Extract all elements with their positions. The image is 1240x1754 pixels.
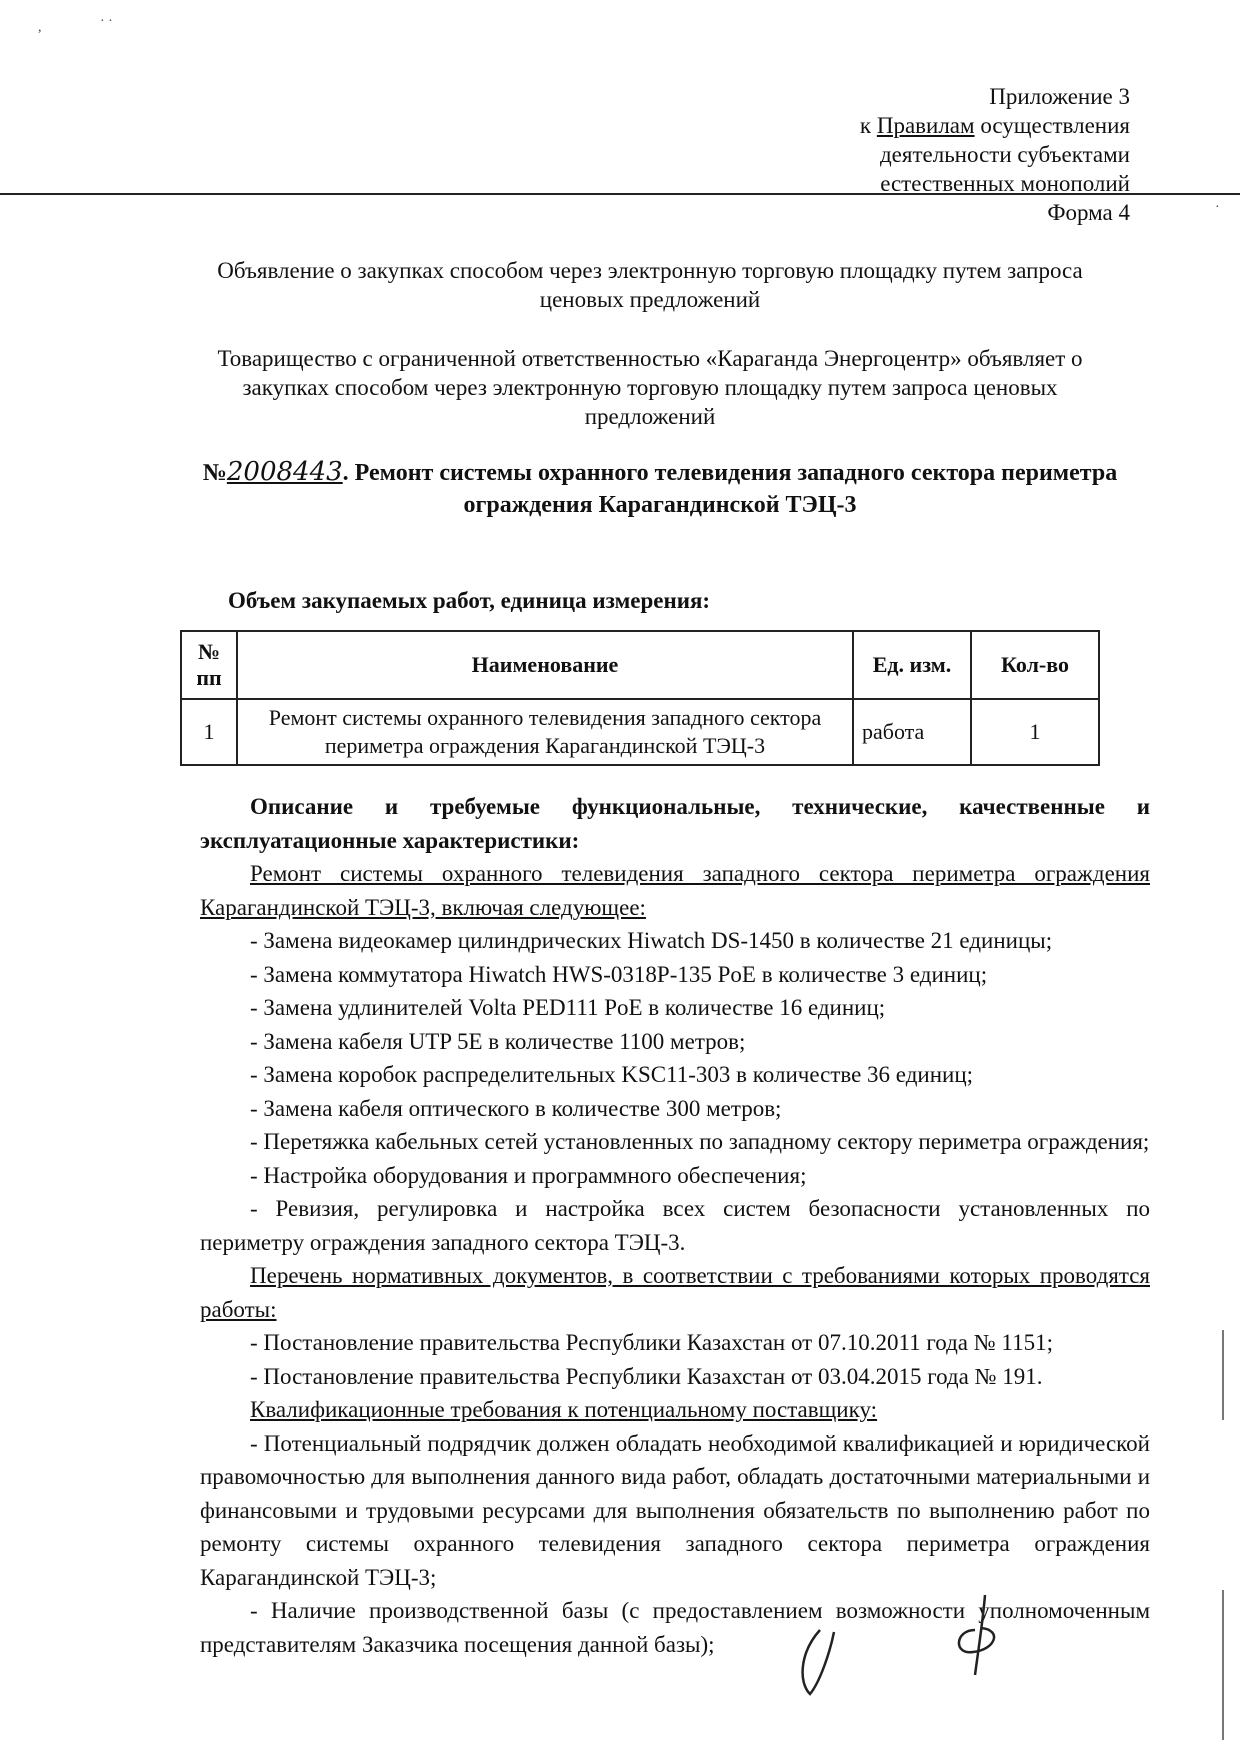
initial-signature-mark	[945, 1590, 1015, 1680]
scan-speck: ,	[38, 20, 42, 35]
description-item: - Замена коммутатора Hiwatch HWS-0318P-135 PoE в количестве 3 единиц;	[250, 961, 988, 987]
scan-speck: · ·	[100, 14, 113, 29]
description-item: - Ревизия, регулировка и настройка всех систем безопасности установленных по периметру ограждения западного сектора ТЭЦ-3.	[200, 1196, 1150, 1255]
lot-title: №2008443. Ремонт системы охранного телевидения западного сектора периметра ограждения Карагандинской ТЭЦ-3	[202, 457, 1118, 518]
cell-name: Ремонт системы охранного телевидения западного сектора периметра ограждения Карагандинской ТЭЦ-3	[237, 699, 853, 765]
description-item: - Перетяжка кабельных сетей установленных по западному сектору периметра ограждения;	[250, 1129, 1150, 1154]
initial-signature	[945, 1590, 1015, 1695]
normative-item: - Постановление правительства Республики Казахстан от 03.04.2015 года № 191.	[250, 1363, 1043, 1389]
scan-edge	[1222, 1590, 1224, 1740]
initial-signature-mark	[790, 1622, 860, 1702]
col-qty: Кол-во	[971, 631, 1099, 699]
scan-speck: ·	[1215, 200, 1220, 215]
col-number: № пп	[181, 631, 237, 699]
qualification-item: - Потенциальный подрядчик должен обладать необходимой квалификацией и юридической правомочностью для выполнения данного вида работ, обладать достаточными материальными и финансовыми и трудовыми ресурсами для выполнения обязательств по выполнению работ по ремонту системы охранного телевидения западного сектора периметра ограждения Карагандинской ТЭЦ-3;	[200, 1430, 1150, 1590]
qualification-heading: Квалификационные требования к потенциальному поставщику:	[250, 1397, 878, 1422]
lot-prefix: №	[202, 460, 227, 486]
appendix-block	[860, 82, 1130, 227]
document-body	[200, 790, 1150, 1661]
description-heading: Описание и требуемые функциональные, технические, качественные и эксплуатационные характеристики:	[200, 794, 1150, 853]
table-header-row	[181, 631, 1099, 699]
description-item: - Замена кабеля UTP 5E в количестве 1100 метров;	[250, 1028, 746, 1054]
normative-item: - Постановление правительства Республики Казахстан от 07.10.2011 года № 1151;	[250, 1330, 1053, 1355]
description-item: - Замена видеокамер цилиндрических Hiwatch DS-1450 в количестве 21 единицы;	[250, 928, 1053, 953]
company-statement: Товарищество с ограниченной ответственностью «Караганда Энергоцентр» объявляет о закупках способом через электронную торговую площадку путем запроса ценовых предложений	[217, 346, 1083, 429]
description-intro: Ремонт системы охранного телевидения западного сектора периметра ограждения Карагандинской ТЭЦ-3, включая следующее:	[200, 861, 1150, 920]
announcement-title: Объявление о закупках способом через электронную торговую площадку путем запроса ценовых предложений	[217, 258, 1083, 312]
qualification-item: - Наличие производственной базы (с предоставлением возможности уполномоченным представителям Заказчика посещения данной базы);	[200, 1598, 1150, 1657]
col-name: Наименование	[237, 631, 853, 699]
cell-qty: 1	[971, 699, 1099, 765]
form-number: Форма 4	[1047, 200, 1130, 225]
initial-signature	[790, 1622, 860, 1717]
items-table	[180, 630, 1100, 766]
table-row	[181, 699, 1099, 765]
appendix-line3: деятельности субъектами	[879, 142, 1130, 167]
description-item: - Замена кабеля оптического в количестве 300 метров;	[250, 1095, 782, 1121]
appendix-number: Приложение 3	[989, 84, 1130, 109]
scan-edge	[1222, 1330, 1224, 1420]
rules-line: к Правилам осуществления	[859, 113, 1130, 138]
appendix-line4: естественных монополий	[880, 171, 1130, 196]
description-item: - Настройка оборудования и программного обеспечения;	[250, 1162, 807, 1188]
cell-number: 1	[181, 699, 237, 765]
description-item: - Замена удлинителей Volta PED111 PoE в количестве 16 единиц;	[250, 995, 886, 1020]
rules-link[interactable]: Правилам	[876, 113, 975, 138]
normative-heading: Перечень нормативных документов, в соответствии с требованиями которых проводятся работы:	[200, 1263, 1150, 1322]
lot-number-handwritten: 2008443	[226, 457, 343, 487]
col-unit: Ед. изм.	[853, 631, 971, 699]
cell-unit: работа	[853, 699, 971, 765]
description-item: - Замена коробок распределительных KSC11-303 в количестве 36 единиц;	[250, 1062, 974, 1087]
volume-heading: Объем закупаемых работ, единица измерения:	[228, 588, 711, 613]
